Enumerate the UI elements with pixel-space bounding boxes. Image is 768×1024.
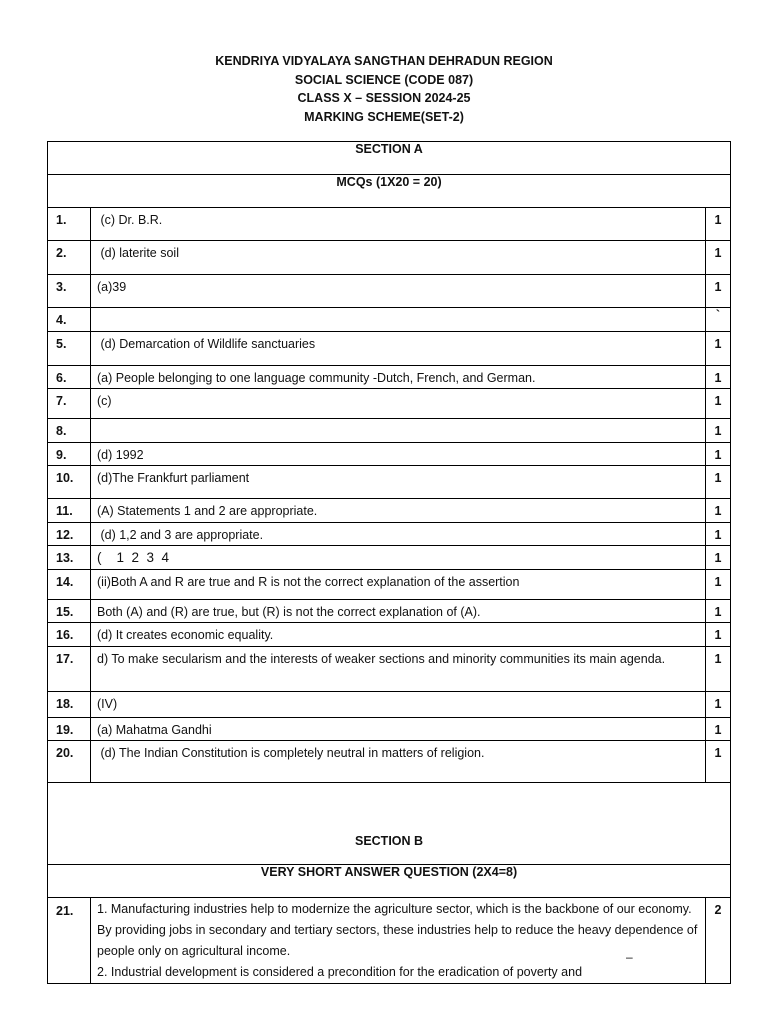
question-number: 17. [48, 646, 91, 691]
table-row [48, 646, 731, 691]
answer-text: (d) It creates economic equality. [91, 623, 706, 647]
answer-text: (a)39 [91, 275, 706, 308]
table-row [48, 691, 731, 717]
question-number: 21. [48, 898, 91, 984]
footer-mark: – [626, 950, 633, 964]
marks-value: 2 [706, 898, 731, 984]
question-number: 2. [48, 241, 91, 275]
answer-point-1: 1. Manufacturing industries help to modernize the agriculture sector, which is the backbone of our economy. By providing jobs in secondary and tertiary sectors, these industries help to reduce the heavy dependence of people only on agricultural income. [97, 902, 698, 958]
section-a-title: SECTION A [48, 142, 731, 175]
answer-text: (a) People belonging to one language community -Dutch, French, and German. [91, 365, 706, 389]
marks-value: 1 [706, 741, 731, 783]
table-row [48, 741, 731, 783]
section-b-subtitle: VERY SHORT ANSWER QUESTION (2X4=8) [48, 865, 731, 898]
answer-text: (d) 1992 [91, 442, 706, 466]
table-row [48, 442, 731, 466]
document-header [0, 52, 768, 127]
question-number: 4. [48, 308, 91, 332]
question-number: 20. [48, 741, 91, 783]
table-row [48, 499, 731, 523]
answer-text: d) To make secularism and the interests of weaker sections and minority communities its main agenda. [91, 646, 706, 691]
table-row [48, 208, 731, 241]
marks-value: 1 [706, 419, 731, 443]
answer-text: (c) [91, 389, 706, 419]
header-scheme-title: MARKING SCHEME(SET-2) [304, 110, 464, 125]
answer-text: (a) Mahatma Gandhi [91, 717, 706, 741]
marks-value: 1 [706, 331, 731, 365]
question-number: 18. [48, 691, 91, 717]
answer-text [91, 898, 706, 984]
question-number: 8. [48, 419, 91, 443]
table-row [48, 308, 731, 332]
answer-text: (d) The Indian Constitution is completely neutral in matters of religion. [91, 741, 706, 783]
answer-text: (c) Dr. B.R. [91, 208, 706, 241]
table-row [48, 466, 731, 499]
marks-value: 1 [706, 365, 731, 389]
marks-value: 1 [706, 275, 731, 308]
table-row [48, 717, 731, 741]
table-row [48, 331, 731, 365]
question-number: 16. [48, 623, 91, 647]
marks-value: 1 [706, 717, 731, 741]
question-number: 19. [48, 717, 91, 741]
answer-text: (A) Statements 1 and 2 are appropriate. [91, 499, 706, 523]
question-number: 7. [48, 389, 91, 419]
marks-value: ` [706, 308, 731, 332]
question-number: 12. [48, 522, 91, 546]
table-row [48, 241, 731, 275]
answer-text [91, 419, 706, 443]
question-number: 6. [48, 365, 91, 389]
question-number: 9. [48, 442, 91, 466]
table-row [48, 419, 731, 443]
marks-value: 1 [706, 499, 731, 523]
table-row [48, 522, 731, 546]
answer-text: (d) 1,2 and 3 are appropriate. [91, 522, 706, 546]
table-row [48, 389, 731, 419]
answer-text: (IV) [91, 691, 706, 717]
table-row [48, 623, 731, 647]
answer-text: (d) laterite soil [91, 241, 706, 275]
answer-text: (d)The Frankfurt parliament [91, 466, 706, 499]
question-number: 1. [48, 208, 91, 241]
table-row [48, 569, 731, 599]
table-row [48, 599, 731, 623]
header-organisation: KENDRIYA VIDYALAYA SANGTHAN DEHRADUN REGION [215, 54, 553, 68]
question-number: 14. [48, 569, 91, 599]
answer-text: Both (A) and (R) are true, but (R) is not the correct explanation of (A). [91, 599, 706, 623]
answer-text: (ii)Both A and R are true and R is not the correct explanation of the assertion [91, 569, 706, 599]
marks-value: 1 [706, 691, 731, 717]
table-row [48, 275, 731, 308]
answer-point-2: 2. Industrial development is considered a precondition for the eradication of poverty and [97, 965, 583, 979]
marks-value: 1 [706, 623, 731, 647]
marks-value: 1 [706, 241, 731, 275]
marks-value: 1 [706, 599, 731, 623]
marks-value: 1 [706, 546, 731, 570]
question-number: 13. [48, 546, 91, 570]
marks-value: 1 [706, 569, 731, 599]
marks-value: 1 [706, 442, 731, 466]
table-row [48, 898, 731, 984]
header-class-session: CLASS X – SESSION 2024-25 [297, 91, 471, 106]
table-row [48, 365, 731, 389]
question-number: 5. [48, 331, 91, 365]
section-b-title: SECTION B [48, 783, 731, 865]
marking-scheme-table [47, 141, 731, 984]
answer-text [91, 308, 706, 332]
table-row [48, 546, 731, 570]
marks-value: 1 [706, 466, 731, 499]
answer-text: (d) Demarcation of Wildlife sanctuaries [91, 331, 706, 365]
question-number: 10. [48, 466, 91, 499]
question-number: 11. [48, 499, 91, 523]
question-number: 15. [48, 599, 91, 623]
marks-value: 1 [706, 522, 731, 546]
section-a-subtitle: MCQs (1X20 = 20) [48, 175, 731, 208]
header-subject: SOCIAL SCIENCE (CODE 087) [294, 72, 474, 87]
marks-value: 1 [706, 208, 731, 241]
answer-text: ( 1 2 3 4 [91, 546, 706, 570]
marks-value: 1 [706, 389, 731, 419]
question-number: 3. [48, 275, 91, 308]
marks-value: 1 [706, 646, 731, 691]
